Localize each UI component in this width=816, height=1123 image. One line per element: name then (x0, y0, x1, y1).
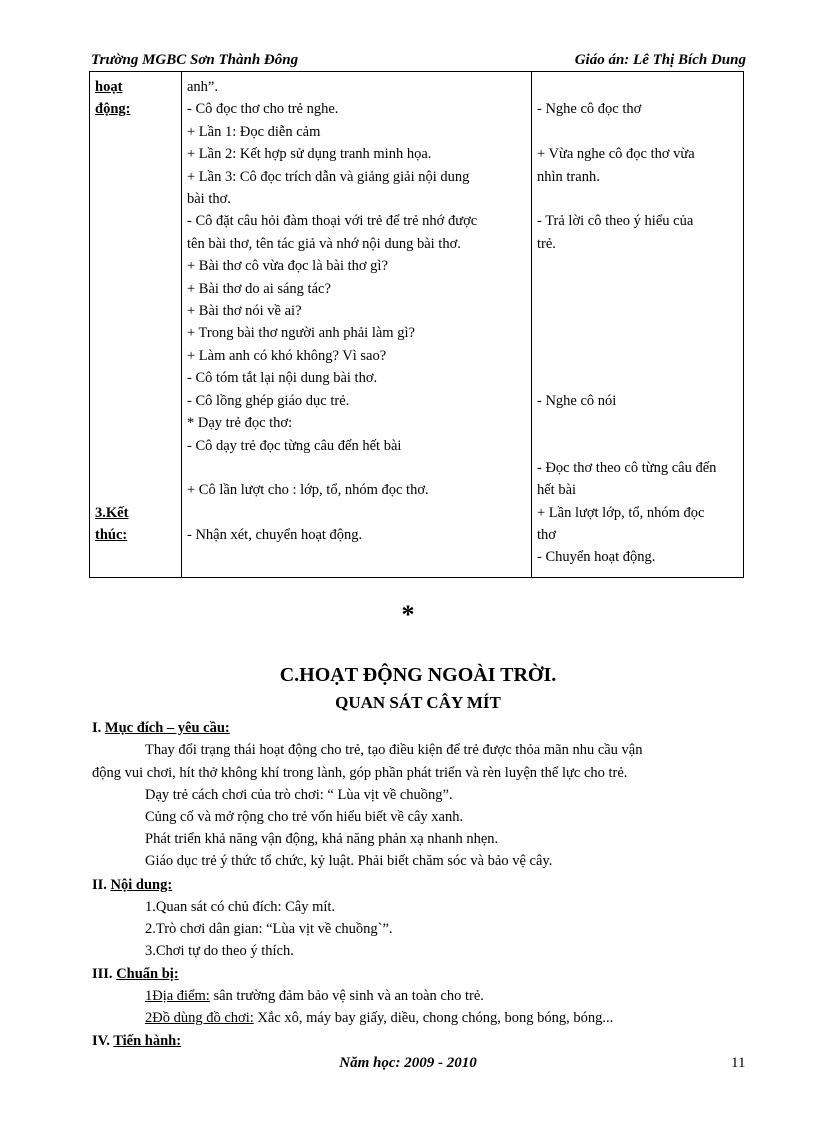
heading-purpose (92, 720, 230, 737)
heading-number: IV. (92, 1033, 114, 1049)
list-item: bài thơ. (187, 191, 231, 208)
list-item: - Đọc thơ theo cô từng câu đến (537, 459, 717, 476)
footer-year: Năm học: 2009 - 2010 (339, 1055, 477, 1071)
paragraph: Củng cố và mở rộng cho trẻ vốn hiểu biết về cây xanh. (145, 809, 464, 825)
list-item: - Nghe cô đọc thơ (537, 101, 642, 118)
list-item: + Vừa nghe cô đọc thơ vừa (537, 146, 695, 163)
list-item: - Cô đặt câu hỏi đàm thoại với trẻ để trẻ nhớ được (187, 213, 478, 230)
heading-label: Chuẩn bị: (116, 966, 179, 982)
header-teacher: Giáo án: Lê Thị Bích Dung (574, 52, 746, 68)
list-item: trẻ. (537, 235, 556, 252)
paragraph: Thay đổi trạng thái hoạt động cho trẻ, tạo điều kiện để trẻ được thỏa mãn nhu cầu vận (145, 742, 643, 758)
prep-item-text: sân trường đảm bảo vệ sinh và an toàn cho trẻ. (209, 988, 484, 1004)
heading-proceed (92, 1033, 181, 1050)
list-item: - Cô tóm tắt lại nội dung bài thơ. (187, 370, 378, 387)
list-item: + Làm anh có khó không? Vì sao? (187, 347, 387, 364)
paragraph: 3.Chơi tự do theo ý thích. (145, 943, 294, 959)
list-item: - Cô lồng ghép giáo dục trẻ. (187, 392, 350, 409)
heading-label: Tiến hành: (113, 1033, 182, 1049)
list-item: - Chuyển hoạt động. (537, 549, 656, 566)
prep-item-text: Xắc xô, máy bay giấy, diều, chong chóng, bong bóng, bóng... (253, 1010, 614, 1026)
heading-preparation (92, 966, 179, 983)
stage-label-ending: 3.Kết (95, 504, 129, 521)
list-item: tên bài thơ, tên tác giả và nhớ nội dung bài thơ. (187, 235, 461, 252)
paragraph: động vui chơi, hít thở không khí trong lành, góp phần phát triển và rèn luyện thể lực cho trẻ. (92, 765, 628, 781)
paragraph: Phát triển khả năng vận động, khả năng phản xạ nhanh nhẹn. (145, 831, 499, 847)
heading-number: II. (92, 877, 111, 893)
stage-label-ending-2: thúc: (95, 527, 128, 543)
list-item: thơ (537, 527, 556, 543)
teacher-activity-column (182, 72, 532, 578)
child-activity-column (532, 72, 744, 578)
list-item: * Dạy trẻ đọc thơ: (187, 415, 293, 432)
paragraph: Dạy trẻ cách chơi của trò chơi: “ Lùa vịt về chuồng”. (145, 787, 453, 803)
list-item: - Cô đọc thơ cho trẻ nghe. (187, 101, 339, 118)
heading-content (92, 877, 172, 894)
list-item: nhìn tranh. (537, 168, 600, 185)
list-item: + Trong bài thơ người anh phải làm gì? (187, 325, 415, 342)
list-item: + Bài thơ cô vừa đọc là bài thơ gì? (187, 258, 388, 275)
list-item: + Lần 2: Kết hợp sử dụng tranh minh họa. (187, 146, 432, 163)
heading-number: III. (92, 966, 117, 982)
list-item: + Bài thơ nói về ai? (187, 303, 302, 320)
section-title: C.HOẠT ĐỘNG NGOÀI TRỜI. (279, 664, 557, 686)
stage-label-activity: hoạt (95, 79, 123, 95)
list-item: + Bài thơ do ai sáng tác? (187, 280, 331, 297)
prep-item-label: 1Địa điểm: (145, 988, 210, 1004)
table-row (90, 72, 744, 578)
list-item: + Lần 1: Đọc diễn cảm (187, 123, 321, 140)
separator-asterisk: * (401, 600, 415, 629)
section-subtitle: QUAN SÁT CÂY MÍT (335, 693, 501, 712)
list-item: + Cô lần lượt cho : lớp, tổ, nhóm đọc thơ. (187, 482, 429, 499)
list-item: + Lần lượt lớp, tổ, nhóm đọc (537, 504, 705, 521)
paragraph: Giáo dục trẻ ý thức tổ chức, kỷ luật. Phải biết chăm sóc và bảo vệ cây. (145, 853, 553, 869)
paragraph: 1.Quan sát có chủ đích: Cây mít. (145, 899, 336, 915)
prep-item-label: 2Đồ dùng đồ chơi: (145, 1010, 254, 1026)
list-item: - Nhận xét, chuyển hoạt động. (187, 527, 363, 544)
paragraph (145, 988, 484, 1005)
list-item: - Trả lời cô theo ý hiểu của (537, 213, 694, 230)
list-item: + Lần 3: Cô đọc trích dẫn và giảng giải nội dung (187, 168, 470, 185)
list-item: - Nghe cô nói (537, 392, 617, 409)
list-item: anh”. (187, 79, 218, 95)
lesson-plan-table (89, 71, 744, 578)
heading-label: Mục đích – yêu cầu: (104, 720, 230, 736)
list-item: - Cô dạy trẻ đọc từng câu đến hết bài (187, 437, 402, 454)
header-school: Trường MGBC Sơn Thành Đông (91, 52, 299, 68)
stage-column (90, 72, 182, 578)
paragraph: 2.Trò chơi dân gian: “Lùa vịt về chuồng`”. (145, 921, 393, 937)
stage-label-activity-2: động: (95, 101, 131, 118)
heading-label: Nội dung: (110, 877, 173, 893)
paragraph (145, 1010, 613, 1027)
page-number: 11 (731, 1055, 746, 1071)
heading-number: I. (92, 720, 105, 736)
list-item: hết bài (537, 482, 577, 499)
